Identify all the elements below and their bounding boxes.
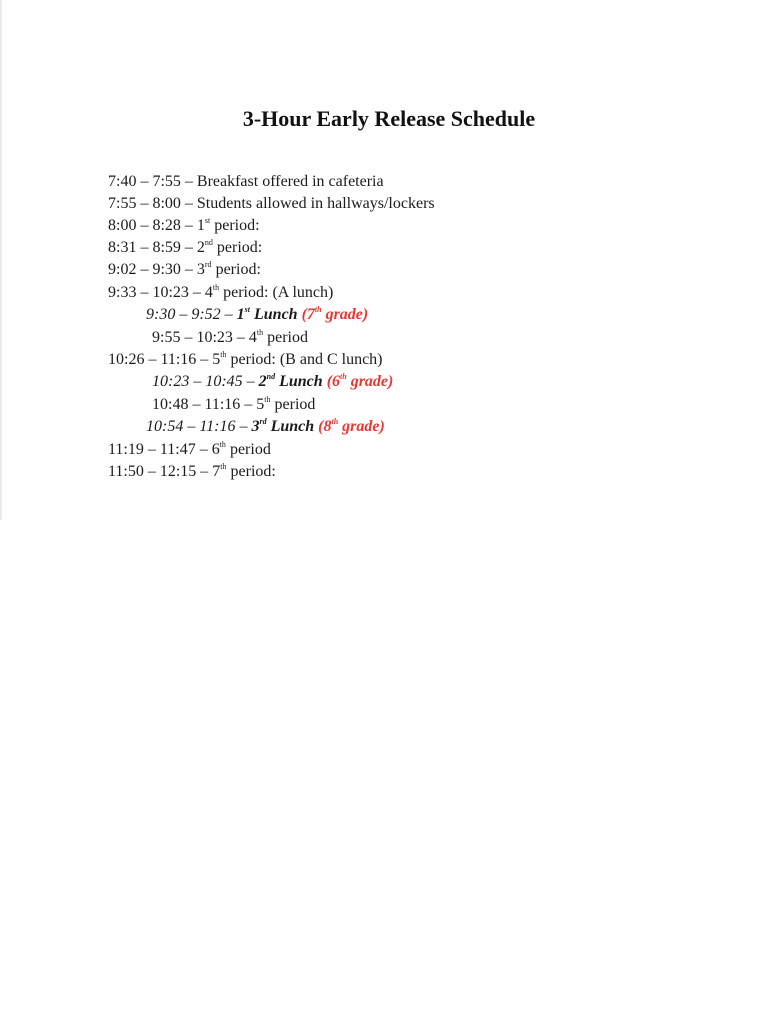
- grade-note: [302, 306, 369, 323]
- ordinal: 1: [236, 306, 245, 323]
- entry-label: Lunch: [254, 306, 298, 323]
- schedule-line-period-7: 11:50 – 12:15 – 7th period:: [108, 462, 276, 480]
- ordinal-suffix: th: [264, 395, 271, 404]
- ordinal-suffix: st: [204, 216, 211, 225]
- scan-edge: [0, 0, 3, 520]
- entry-label: period: [274, 396, 316, 413]
- ordinal: 1: [196, 217, 205, 234]
- ordinal: 5: [256, 396, 265, 413]
- grade-suffix: th: [331, 417, 339, 426]
- ordinal: 4: [248, 329, 257, 346]
- entry-label: period: (B and C lunch): [230, 351, 383, 368]
- grade-number: (6: [326, 373, 341, 390]
- grade-label: grade): [350, 373, 394, 390]
- ordinal: 5: [212, 351, 221, 368]
- grade-note: [318, 418, 385, 435]
- time-range: 9:55 – 10:23: [152, 329, 233, 346]
- ordinal-suffix: th: [212, 283, 220, 292]
- grade-note: [327, 373, 394, 390]
- grade-number: (8: [318, 418, 332, 435]
- grade-suffix: th: [314, 305, 322, 314]
- page-title: 3-Hour Early Release Schedule: [242, 106, 536, 131]
- ordinal-suffix: th: [220, 462, 227, 471]
- time-range: 9:33 – 10:23: [108, 284, 189, 301]
- schedule-line-period-4-after-lunch: 9:55 – 10:23 – 4th period: [152, 328, 308, 346]
- entry-text: Students allowed in hallways/lockers: [196, 195, 435, 212]
- ordinal: 2: [196, 239, 205, 256]
- time-range: 10:23 – 10:45: [152, 373, 243, 390]
- schedule-line-period-5-after-lunch: 10:48 – 11:16 – 5th period: [152, 395, 316, 413]
- schedule-line-period-3: 9:02 – 9:30 – 3rd period:: [108, 260, 261, 278]
- time-range: 11:50 – 12:15: [108, 463, 197, 480]
- entry-label: period:: [214, 217, 260, 234]
- time-range: 10:54 – 11:16: [146, 418, 236, 435]
- ordinal-suffix: rd: [259, 417, 267, 426]
- entry-label: Lunch: [270, 418, 315, 435]
- ordinal-suffix: st: [244, 305, 250, 314]
- schedule-line-period-2: 8:31 – 8:59 – 2nd period:: [108, 238, 263, 256]
- time-range: 10:48 – 11:16: [152, 396, 241, 413]
- entry-label: period:: [230, 463, 276, 480]
- ordinal-suffix: nd: [266, 372, 276, 381]
- schedule-line-lunch-1: 9:30 – 9:52 – 1st Lunch (7th grade): [146, 305, 369, 323]
- time-range: 9:30 – 9:52: [146, 306, 221, 323]
- time-range: 11:19 – 11:47: [108, 441, 196, 458]
- ordinal: 6: [211, 441, 220, 458]
- schedule-line-lunch-3: 10:54 – 11:16 – 3rd Lunch (8th grade): [146, 417, 385, 435]
- time-range: 9:02 – 9:30: [108, 261, 181, 278]
- time-range: 7:40 – 7:55: [108, 173, 181, 190]
- entry-label: period: [267, 329, 308, 346]
- entry-text: Breakfast offered in cafeteria: [196, 173, 384, 190]
- time-range: 8:31 – 8:59: [108, 239, 181, 256]
- grade-label: grade): [325, 306, 369, 323]
- time-range: 7:55 – 8:00: [108, 195, 181, 212]
- entry-label: period:: [215, 261, 261, 278]
- time-range: 8:00 – 8:28: [108, 217, 181, 234]
- ordinal: 4: [204, 284, 213, 301]
- entry-label: Lunch: [279, 373, 323, 390]
- schedule-line-period-1: 8:00 – 8:28 – 1st period:: [108, 216, 260, 234]
- schedule-line-breakfast: 7:40 – 7:55 – Breakfast offered in cafeteria: [108, 173, 384, 190]
- grade-label: grade): [342, 418, 385, 435]
- schedule-line-period-6: 11:19 – 11:47 – 6th period: [108, 440, 271, 458]
- ordinal-suffix: th: [256, 328, 264, 337]
- schedule-line-lunch-2: 10:23 – 10:45 – 2nd Lunch (6th grade): [152, 372, 394, 390]
- ordinal-suffix: rd: [204, 260, 212, 269]
- schedule-line-hallways: 7:55 – 8:00 – Students allowed in hallways/lockers: [108, 195, 435, 212]
- entry-label: period: (A lunch): [223, 284, 334, 301]
- time-range: 10:26 – 11:16: [108, 351, 197, 368]
- entry-label: period:: [216, 239, 263, 256]
- ordinal: 3: [196, 261, 205, 278]
- schedule-line-period-5: 10:26 – 11:16 – 5th period: (B and C lunch): [108, 350, 383, 368]
- schedule-line-period-4: 9:33 – 10:23 – 4th period: (A lunch): [108, 283, 334, 301]
- grade-suffix: th: [340, 372, 347, 381]
- ordinal-suffix: th: [219, 440, 226, 449]
- ordinal-suffix: nd: [204, 238, 213, 247]
- ordinal-suffix: th: [220, 350, 227, 359]
- ordinal: 2: [258, 373, 267, 390]
- entry-label: period: [229, 441, 271, 458]
- ordinal: 7: [212, 463, 221, 480]
- grade-number: (7: [301, 306, 315, 323]
- ordinal: 3: [251, 418, 260, 435]
